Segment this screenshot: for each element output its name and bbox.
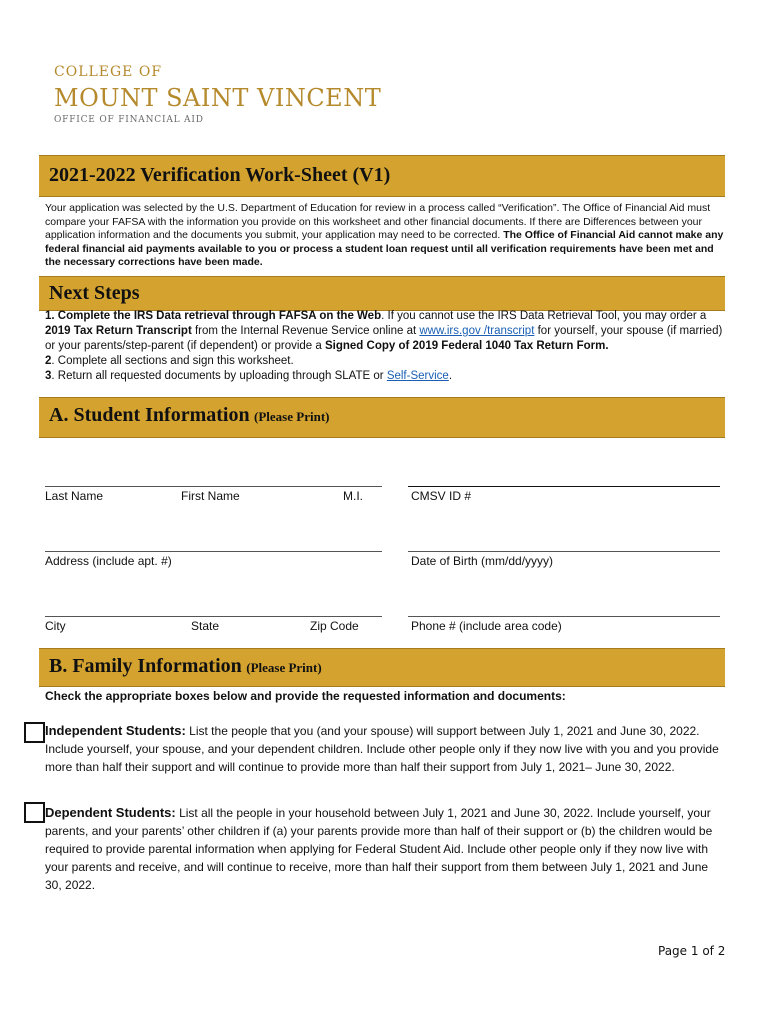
logo-college-of: COLLEGE OF [54,64,163,80]
dependent-students-checkbox[interactable] [24,802,45,823]
intro-bold-text: The Office of Financial Aid cannot make any federal financial aid payments available to you or process a student loan request until all verification requirements have been met and the necessary corrections have been made. [45,229,724,268]
next-steps-banner [39,276,725,311]
dob-input-line[interactable] [408,551,720,552]
intro-paragraph [45,202,725,270]
first-name-label: First Name [181,489,240,503]
step-1-signed-copy: Signed Copy of 2019 Federal 1040 Tax Return Form. [325,340,609,352]
state-label: State [191,619,220,633]
address-label: Address (include apt. #) [45,554,172,568]
step-3-number: 3 [45,370,52,382]
title-banner [39,155,725,197]
independent-students-checkbox[interactable] [24,722,45,743]
step-1 [45,309,725,354]
name-input-line[interactable] [45,486,382,487]
step-1-transcript: 2019 Tax Return Transcript [45,325,192,337]
section-a-sub: (Please Print) [254,409,330,424]
section-b-title [49,655,322,678]
step-2-text: . Complete all sections and sign this worksheet. [51,355,294,367]
dependent-students-label: Dependent Students: [45,805,176,820]
cmsv-id-input-line[interactable] [408,486,720,487]
step-3-text: . Return all requested documents by uploading through SLATE or [51,370,387,382]
independent-students-text [45,722,721,776]
self-service-link[interactable]: Self-Service [386,370,449,382]
irs-transcript-link[interactable]: www.irs.gov /transcript [419,325,535,337]
section-b-heading: B. Family Information [49,655,242,677]
cmsv-id-label: CMSV ID # [411,489,472,503]
address-input-line[interactable] [45,551,382,552]
last-name-label: Last Name [45,489,104,503]
step-1-text-a: . If you cannot use the IRS Data Retrieval Tool, you may order a [381,310,707,322]
step-2 [45,354,725,369]
step-3-end: . [448,370,453,382]
dependent-students-desc: List all the people in your household between July 1, 2021 and June 30, 2022. Include yourself, your parents, and your parents’ other children if (a) your parents provide more than half of their support or (b) the children would be required to provide parental information when applying for Federal Student Aid. Include other people only if they now live with your parents and receive, and will continue to receive, more than half their support from them between July 1, 2021 and June 30, 2022. [45,806,713,892]
logo-office-of-financial-aid: OFFICE OF FINANCIAL AID [54,115,204,125]
step-1-text-d: for yourself, your spouse (if married) or your parents/step-parent (if dependent) or provide a [45,325,723,352]
section-b-banner [39,648,725,687]
mi-label: M.I. [343,489,363,503]
phone-label: Phone # (include area code) [411,619,562,633]
section-a-title [49,404,329,427]
page-title: 2021-2022 Verification Work-Sheet (V1) [49,164,391,186]
dependent-students-text [45,804,721,894]
page-number: Page 1 of 2 [658,944,726,958]
step-1-text-c: from the Internal Revenue Service online at [191,325,420,337]
logo-mount-saint-vincent: MOUNT SAINT VINCENT [54,84,382,112]
section-a-banner [39,397,725,438]
next-steps-list [45,309,725,384]
step-2-number: 2 [45,355,52,367]
step-3 [45,369,725,384]
city-label: City [45,619,66,633]
section-b-sub: (Please Print) [246,660,322,675]
family-instruction: Check the appropriate boxes below and provide the requested information and documents: [45,689,566,703]
independent-students-desc: List the people that you (and your spouse) will support between July 1, 2021 and June 30, 2022. Include yourself, your spouse, and your dependent children. Include other people only if they now live with you and you provide more than half their support and will continue to provide more than half their support from July 1, 2021– June 30, 2022. [45,724,719,774]
zip-code-label: Zip Code [310,619,359,633]
next-steps-heading: Next Steps [49,282,140,304]
step-1-bold: 1. Complete the IRS Data retrieval through FAFSA on the Web [45,310,382,322]
dob-label: Date of Birth (mm/dd/yyyy) [411,554,554,568]
independent-students-label: Independent Students: [45,723,186,738]
phone-input-line[interactable] [408,616,720,617]
city-state-zip-input-line[interactable] [45,616,382,617]
section-a-heading: A. Student Information [49,404,250,426]
intro-text: Your application was selected by the U.S. Department of Education for review in a process called “Verification”. The Office of Financial Aid must compare your FAFSA with the information you provide on this worksheet and other financial documents. If there are Differences between your application information and the documents you submit, your application may need to be corrected. [45,202,711,241]
